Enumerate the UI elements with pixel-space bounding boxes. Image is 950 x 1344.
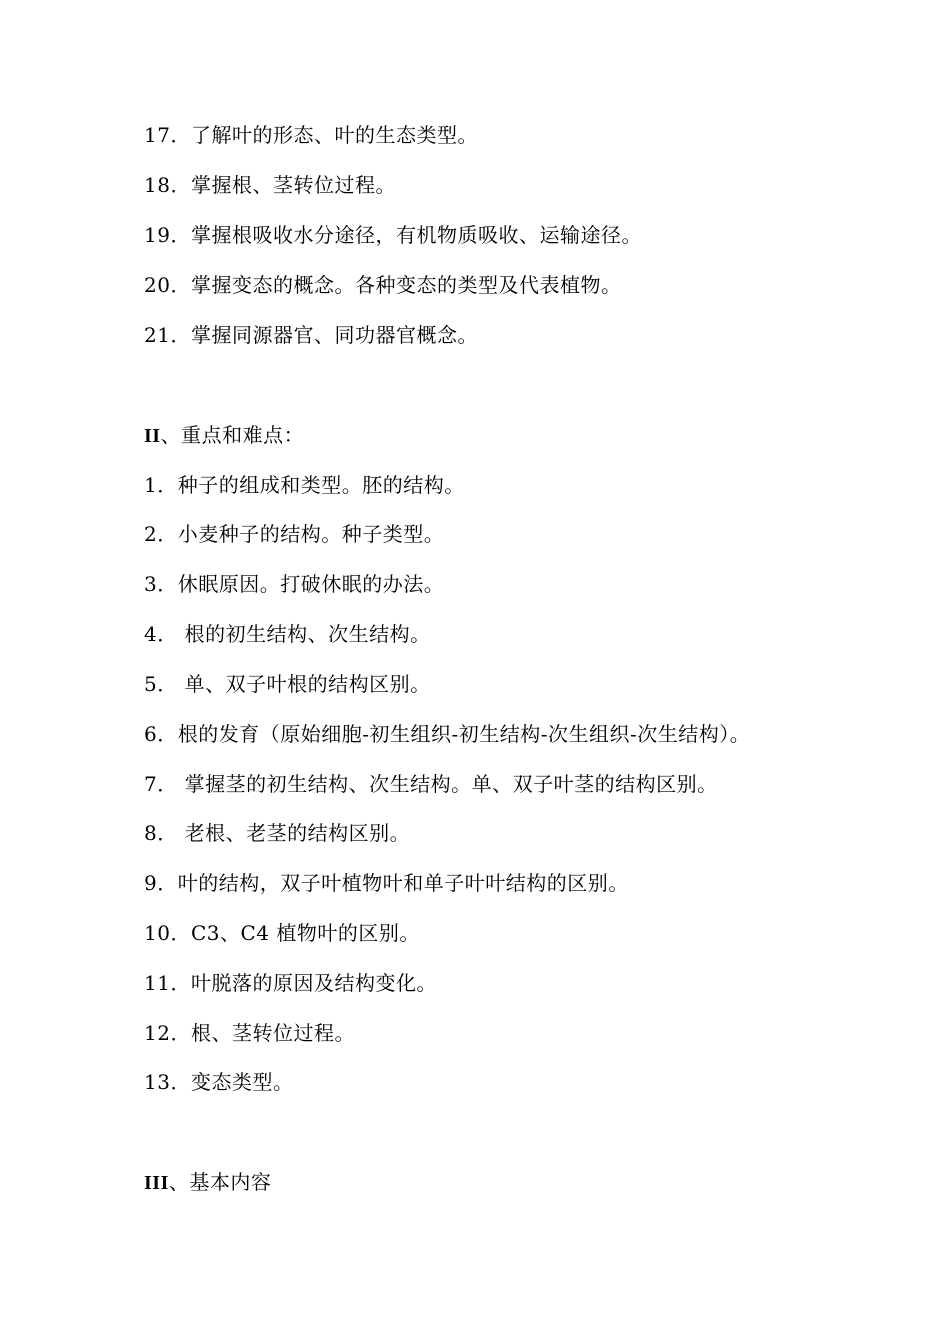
item-text: 根的初生结构、次生结构。 [177,622,431,646]
item-number: 5． [144,672,178,696]
item-number: 12． [144,1021,191,1045]
item-text: 变态类型。 [190,1070,294,1094]
item-number: 9． [144,871,178,895]
item-number: 18． [144,173,191,197]
list-item [144,970,437,996]
section-title: 、重点和难点： [160,423,305,447]
list-item [144,820,410,846]
item-text: 掌握茎的初生结构、次生结构。单、双子叶茎的结构区别。 [177,772,718,796]
list-item [144,621,431,647]
item-number: 6． [144,722,178,746]
item-text: 了解叶的形态、叶的生态类型。 [190,123,478,147]
section-roman-numeral: III [144,1172,169,1194]
list-item [144,472,465,498]
item-number: 20． [144,273,191,297]
item-text: 种子的组成和类型。胚的结构。 [177,473,465,497]
item-text: 根、茎转位过程。 [190,1021,355,1045]
item-text: 老根、老茎的结构区别。 [177,821,411,845]
item-text: 单、双子叶根的结构区别。 [177,672,431,696]
list-item [144,571,444,597]
section-heading-key-points [144,422,304,449]
item-number: 19． [144,223,191,247]
section-roman-numeral: II [144,425,161,447]
item-text: 叶的结构，双子叶植物叶和单子叶叶结构的区别。 [177,871,629,895]
item-number: 1． [144,473,178,497]
item-number: 11． [144,971,191,995]
item-number: 17． [144,123,191,147]
list-item [144,721,750,747]
list-item [144,272,621,298]
item-number: 3． [144,572,178,596]
list-item [144,122,478,148]
item-text: C3、C4 植物叶的区别。 [190,921,420,945]
list-item [144,771,718,797]
list-item [144,521,444,547]
item-text: 叶脱落的原因及结构变化。 [190,971,437,995]
item-number: 13． [144,1070,191,1094]
item-number: 21． [144,323,191,347]
list-item [144,1020,355,1046]
list-item [144,172,396,198]
item-text: 掌握变态的概念。各种变态的类型及代表植物。 [190,273,622,297]
list-item [144,920,420,946]
item-number: 10． [144,921,191,945]
list-item [144,322,478,348]
item-number: 8． [144,821,178,845]
section-heading-basic-content [144,1169,271,1196]
item-number: 4． [144,622,178,646]
item-text: 掌握同源器官、同功器官概念。 [190,323,478,347]
section-title: 、基本内容 [168,1170,272,1194]
item-text: 休眠原因。打破休眠的办法。 [177,572,445,596]
list-item [144,671,431,697]
list-item [144,870,629,896]
item-text: 根的发育（原始细胞-初生组织-初生结构-次生组织-次生结构）。 [177,722,751,746]
item-text: 掌握根吸收水分途径，有机物质吸收、运输途径。 [190,223,642,247]
list-item [144,222,642,248]
item-text: 小麦种子的结构。种子类型。 [177,522,445,546]
item-text: 掌握根、茎转位过程。 [190,173,396,197]
item-number: 7． [144,772,178,796]
item-number: 2． [144,522,178,546]
list-item [144,1069,293,1095]
